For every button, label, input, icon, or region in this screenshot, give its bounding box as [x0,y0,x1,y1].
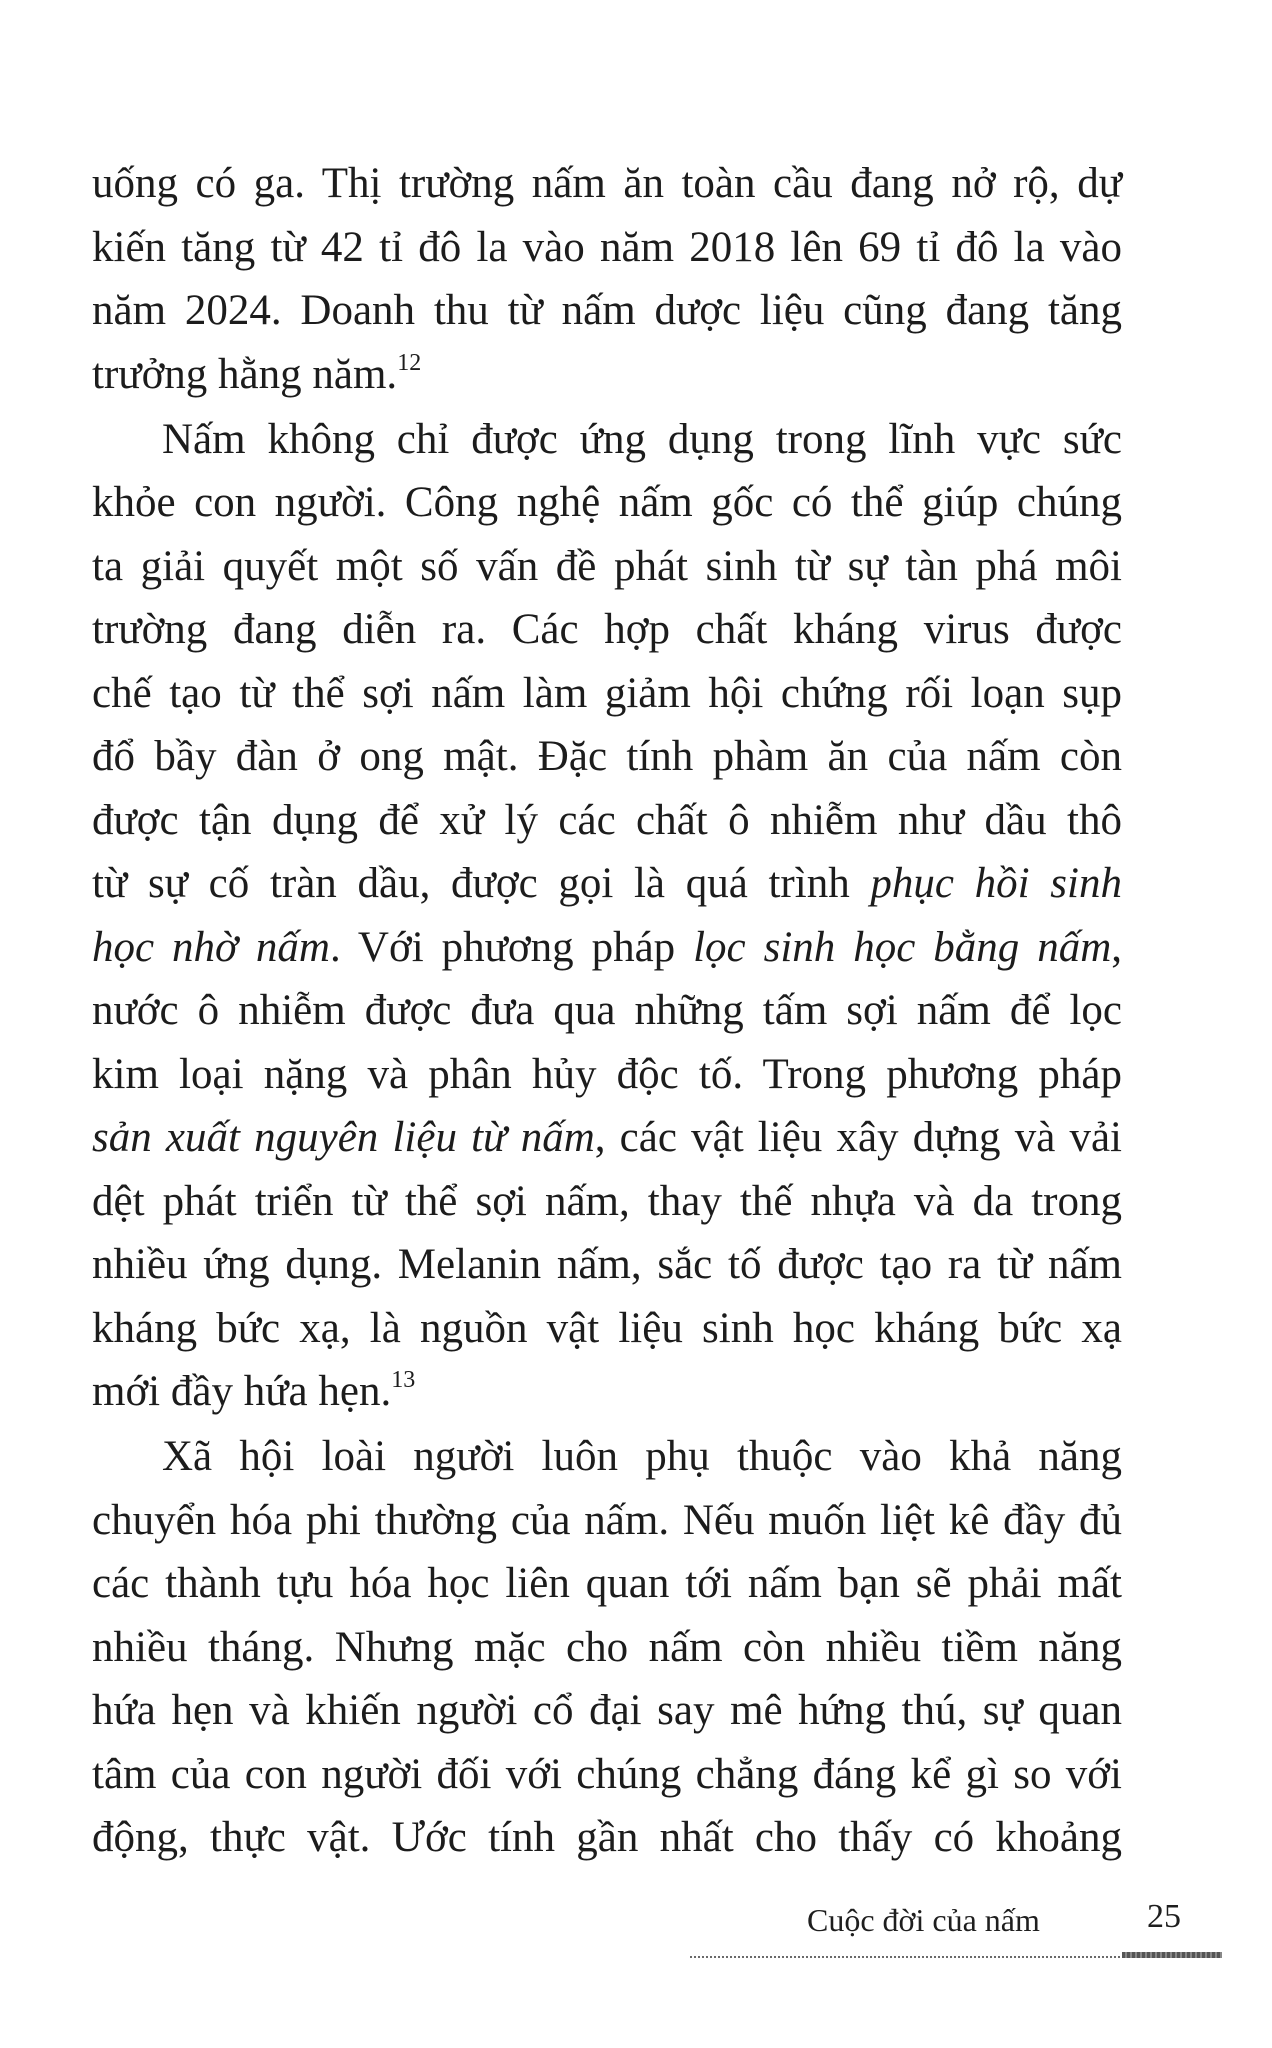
text-line: khỏe con người. Công nghệ nấm gốc có thể giúp chúng [92,479,1122,526]
running-title: Cuộc đời của nấm [807,1902,1040,1938]
italic-term: học nhờ nấm [92,923,330,971]
footer-dotted-rule [690,1956,1120,1958]
footnote-ref: 13 [391,1367,416,1393]
text-line: uống có ga. Thị trường nấm ăn toàn cầu đang nở rộ, dự [92,160,1122,207]
text-line: năm 2024. Doanh thu từ nấm dược liệu cũng đang tăng [92,287,1122,334]
text-line: dệt phát triển từ thể sợi nấm, thay thế nhựa và da trong [92,1177,1122,1225]
italic-term: lọc sinh học bằng nấm [693,923,1112,971]
text-line: nước ô nhiễm được đưa qua những tấm sợi nấm để lọc [92,987,1122,1034]
footer-solid-rule [1122,1952,1222,1958]
text-line: tâm của con người đối với chúng chẳng đáng kể gì so với [92,1750,1122,1798]
text-run: . Với phương pháp [329,923,694,971]
text-line: hứa hẹn và khiến người cổ đại say mê hứng thú, sự quan [92,1687,1122,1734]
text-line: Nấm không chỉ được ứng dụng trong lĩnh vực sức [162,415,1122,463]
body-text [92,152,1122,1870]
page-number: 25 [1147,1898,1181,1935]
text-line: động, thực vật. Ước tính gần nhất cho thấy có khoảng [92,1814,1122,1861]
text-line: kháng bức xạ, là nguồn vật liệu sinh học kháng bức xạ [92,1304,1122,1352]
text-line: kiến tăng từ 42 tỉ đô la vào năm 2018 lên 69 tỉ đô la vào [92,223,1122,271]
text-line: các thành tựu hóa học liên quan tới nấm bạn sẽ phải mất [92,1560,1122,1607]
text-run: , các vật liệu xây dựng và vải [594,1114,1122,1161]
text-line [92,343,1122,407]
italic-term: phục hồi sinh [870,860,1122,907]
text-line [92,1106,1122,1170]
page-footer [0,1898,1272,1982]
text-run: trưởng hằng năm. [92,350,398,398]
text-line: nhiều tháng. Nhưng mặc cho nấm còn nhiều tiềm năng [92,1623,1122,1671]
text-line: Xã hội loài người luôn phụ thuộc vào khả năng [162,1433,1122,1480]
text-line: trường đang diễn ra. Các hợp chất kháng virus được [92,606,1122,653]
text-line: được tận dụng để xử lý các chất ô nhiễm như dầu thô [92,796,1122,844]
text-line: chuyển hóa phi thường của nấm. Nếu muốn liệt kê đầy đủ [92,1496,1122,1544]
text-line [92,852,1122,916]
footnote-ref: 12 [397,349,422,376]
text-run: , [1111,923,1122,971]
text-line: đổ bầy đàn ở ong mật. Đặc tính phàm ăn của nấm còn [92,733,1122,780]
text-run: từ sự cố tràn dầu, được gọi là quá trình [92,860,871,907]
text-line: ta giải quyết một số vấn đề phát sinh từ sự tàn phá môi [92,542,1122,590]
text-line: chế tạo từ thể sợi nấm làm giảm hội chứng rối loạn sụp [92,669,1122,717]
text-line: nhiều ứng dụng. Melanin nấm, sắc tố được tạo ra từ nấm [92,1241,1122,1288]
text-line: kim loại nặng và phân hủy độc tố. Trong phương pháp [92,1050,1122,1098]
italic-term: sản xuất nguyên liệu từ nấm [92,1114,595,1161]
text-line [92,1360,1122,1424]
text-line [92,916,1122,980]
text-run: mới đầy hứa hẹn. [92,1368,392,1415]
